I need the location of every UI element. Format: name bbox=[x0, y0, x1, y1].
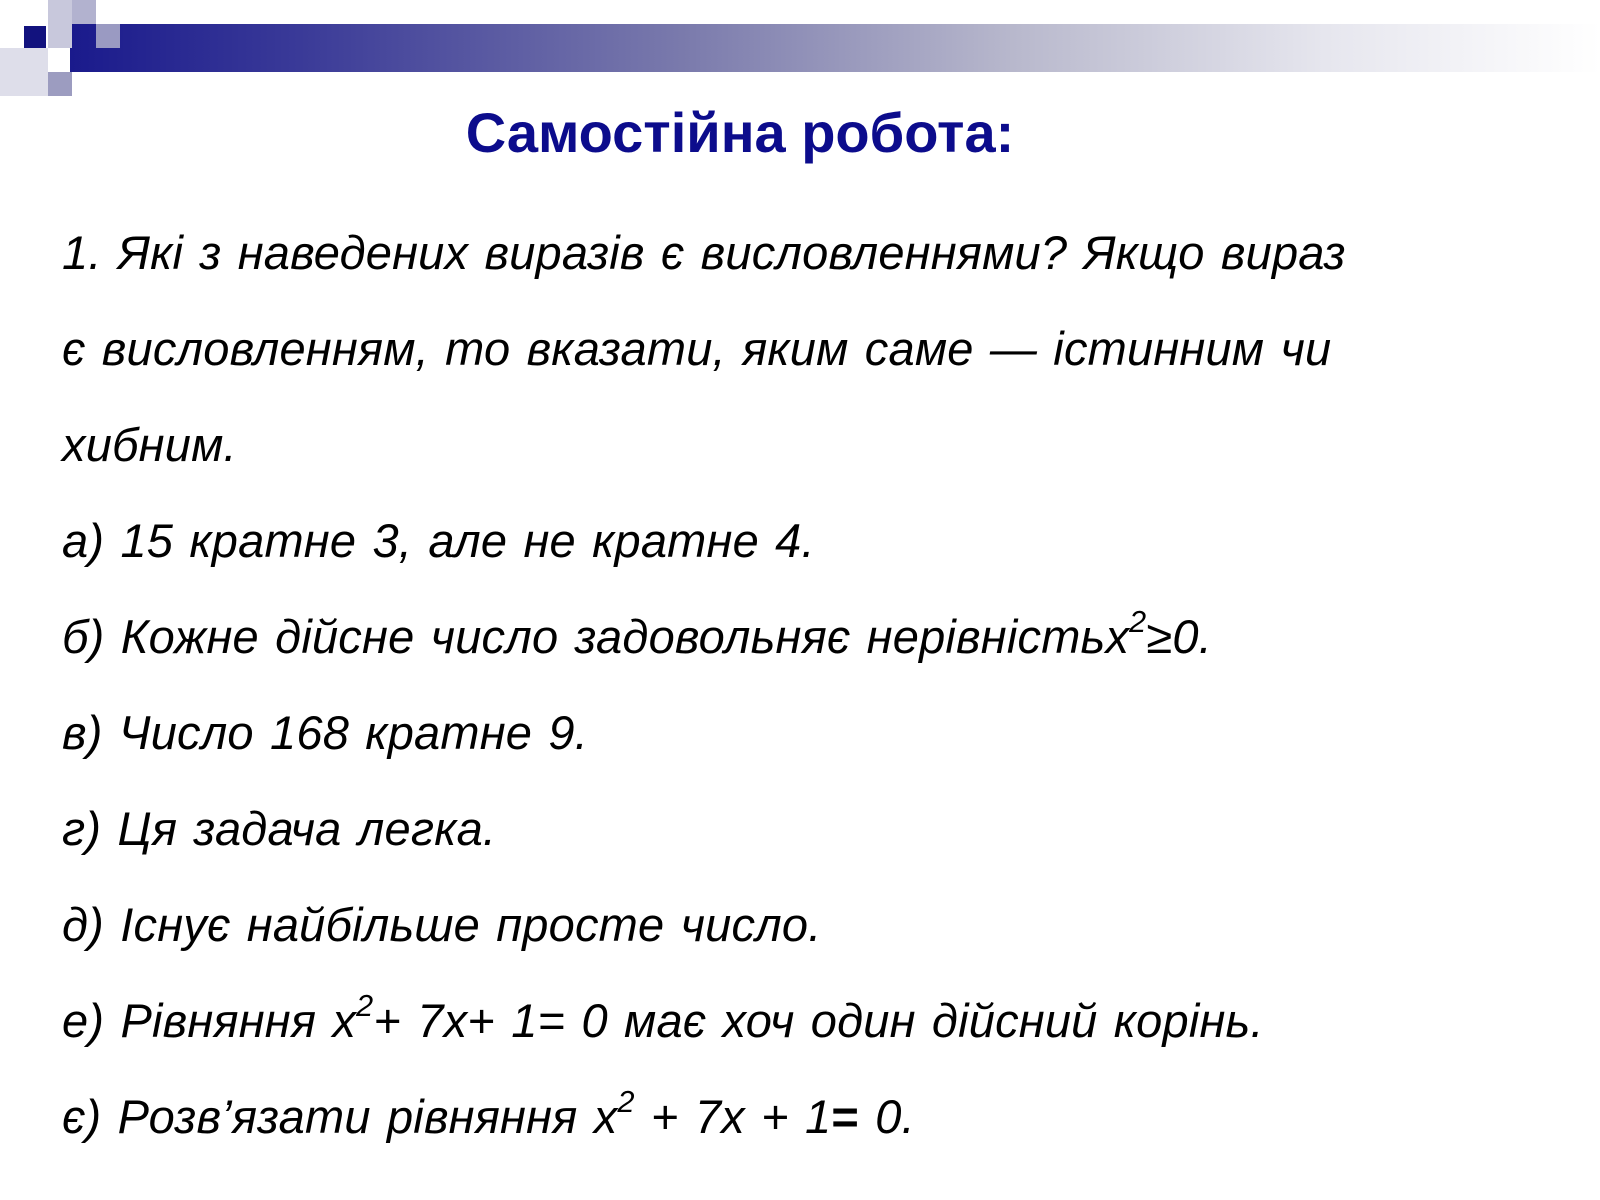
item-e bbox=[62, 973, 1482, 1069]
task-content bbox=[62, 205, 1482, 1165]
task-line: є висловленням, то вказати, яким саме — істинним чи bbox=[62, 322, 1332, 375]
item-b bbox=[62, 589, 1482, 685]
task-statement bbox=[62, 205, 1482, 493]
task-line: хибним. bbox=[62, 418, 237, 471]
item-e-text: е) Рівняння x bbox=[62, 994, 357, 1047]
item-b-sign: ≥ bbox=[1146, 610, 1173, 663]
item-e-exponent: 2 bbox=[356, 988, 374, 1023]
header-square bbox=[96, 24, 120, 48]
header-square-dark bbox=[24, 26, 46, 48]
item-e-end: + 7x+ 1= 0 має хоч один дійсний корінь. bbox=[373, 994, 1264, 1047]
header-square bbox=[72, 0, 96, 24]
item-ye-text: є) Розв’язати рівняння x bbox=[62, 1090, 618, 1143]
header-square bbox=[48, 72, 72, 96]
header-gradient-bar bbox=[70, 24, 1600, 72]
slide-title: Самостійна робота: bbox=[465, 101, 1015, 164]
item-b-end: 0. bbox=[1172, 610, 1212, 663]
task-line: 1. Які з наведених виразів є висловленнями? Якщо вираз bbox=[62, 226, 1346, 279]
item-ye-mid: + 7x + 1 bbox=[634, 1090, 832, 1143]
item-ye-end: 0. bbox=[859, 1090, 915, 1143]
item-ye bbox=[62, 1069, 1482, 1165]
item-ye-equals: = bbox=[831, 1090, 860, 1143]
item-g: г) Ця задача легка. bbox=[62, 802, 497, 855]
item-b-text: б) Кожне дійсне число задовольняє нерівністьx bbox=[62, 610, 1130, 663]
header-square bbox=[48, 0, 72, 48]
item-a: а) 15 кратне 3, але не кратне 4. bbox=[62, 514, 815, 567]
item-d: д) Існує найбільше просте число. bbox=[62, 898, 822, 951]
item-v: в) Число 168 кратне 9. bbox=[62, 706, 588, 759]
item-ye-exponent: 2 bbox=[617, 1084, 635, 1119]
header-square bbox=[0, 48, 48, 96]
item-b-exponent: 2 bbox=[1129, 604, 1147, 639]
